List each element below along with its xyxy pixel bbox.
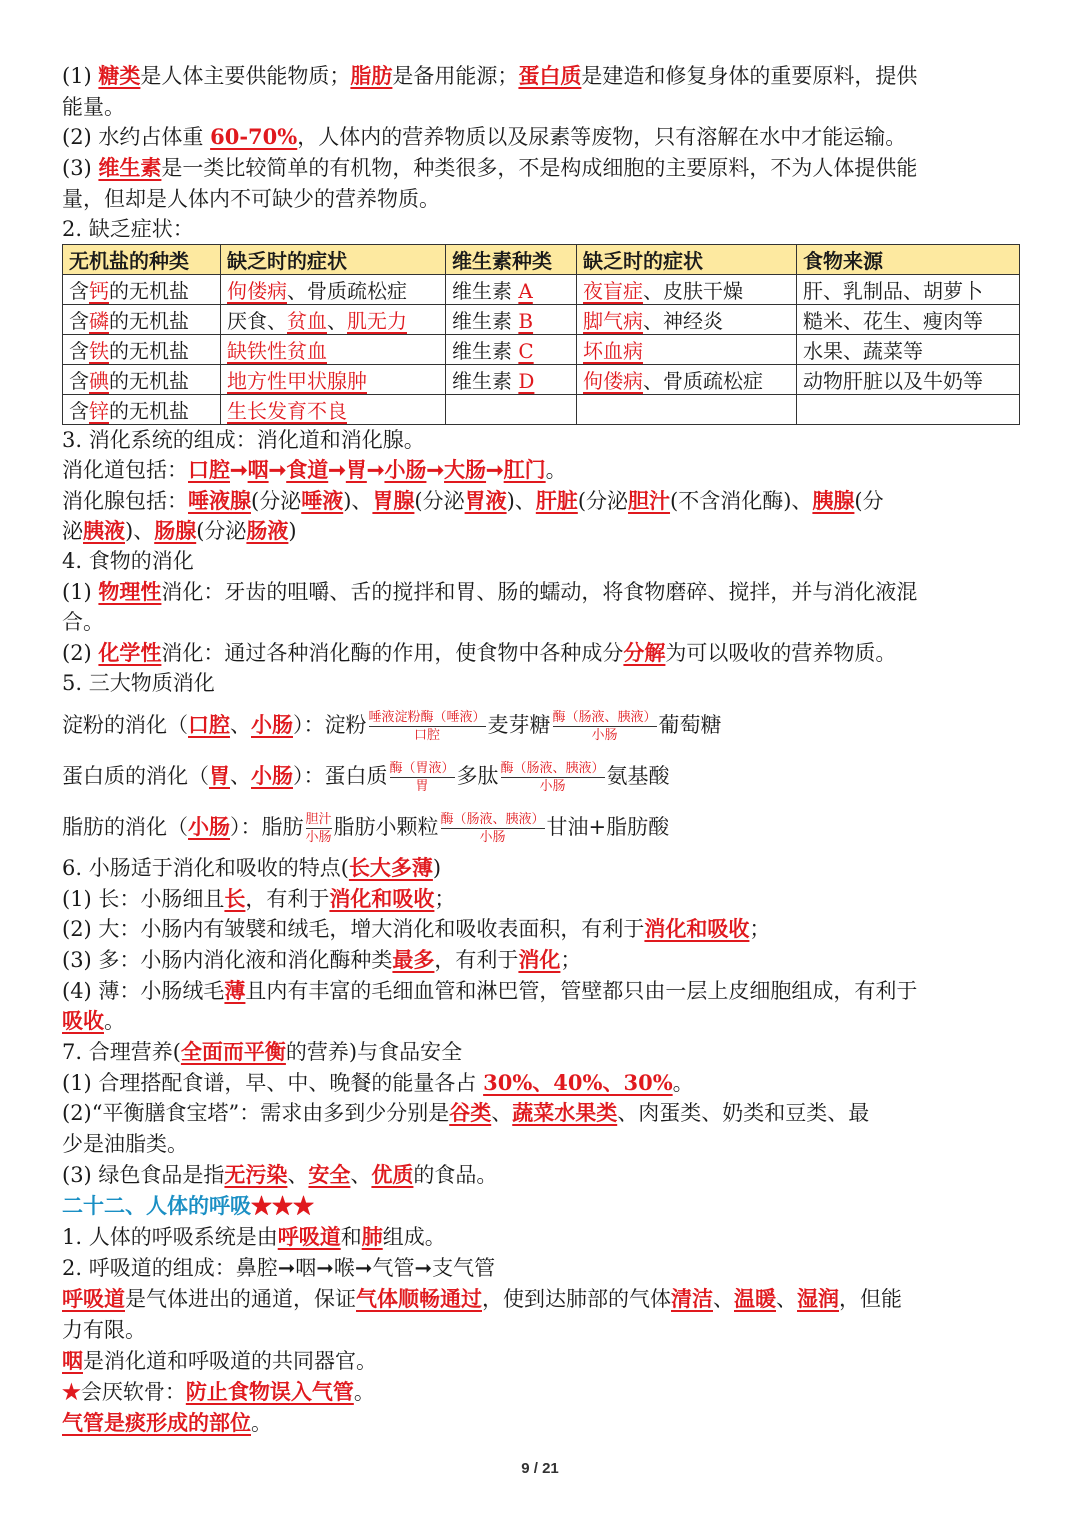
- section-digestive-system: 3. 消化系统的组成：消化道和消化腺。: [62, 428, 425, 452]
- star-icon: ★★★: [251, 1193, 314, 1218]
- table-cell: 佝偻病、骨质疏松症: [221, 275, 446, 305]
- section-small-intestine: 6. 小肠适于消化和吸收的特点(长大多薄): [62, 855, 442, 880]
- table-cell: 维生素 B: [446, 305, 577, 335]
- table-cell: [577, 395, 797, 425]
- line-respiratory-tract: 2. 呼吸道的组成：鼻腔➞咽➞喉➞气管➞支气管: [62, 1256, 496, 1280]
- line-green-food: (3) 绿色食品是指无污染、安全、优质的食品。: [62, 1162, 498, 1187]
- line-respiratory-function-2: 力有限。: [62, 1318, 146, 1342]
- table-cell: 维生素 A: [446, 275, 577, 305]
- line-vitamin: (3) 维生素是一类比较简单的有机物，种类很多，不是构成细胞的主要原料，不为人体提供能: [62, 155, 918, 180]
- line-many: (3) 多：小肠内消化液和消化酶种类最多，有利于消化；: [62, 947, 582, 972]
- line-epiglottis: ★会厌软骨：防止食物误入气管。: [62, 1379, 375, 1404]
- table-cell: 脚气病、神经炎: [577, 305, 797, 335]
- table-cell: 含锌的无机盐: [63, 395, 221, 425]
- table-row: [63, 275, 1020, 305]
- line-thin-2: 吸收。: [62, 1008, 125, 1033]
- chapter-heading-respiration: 二十二、人体的呼吸★★★: [62, 1193, 314, 1218]
- table-header-row: [63, 245, 1020, 275]
- table-cell: 地方性甲状腺肿: [221, 365, 446, 395]
- table-cell: 肝、乳制品、胡萝卜: [797, 275, 1020, 305]
- line-fat-digestion: 脂肪的消化（小肠）：脂肪 胆汁 小肠 脂肪小颗粒 酶（肠液、胰液） 小肠 甘油+脂肪酸: [62, 812, 670, 845]
- line-digestive-glands: 消化腺包括：唾液腺(分泌唾液)、胃腺(分泌胃液)、肝脏(分泌胆汁(不含消化酶)、胰腺(分: [62, 488, 884, 513]
- reaction-arrow: 酶（肠液、胰液） 小肠: [440, 812, 545, 845]
- star-icon: ★: [62, 1379, 81, 1404]
- line-physical-digestion: (1) 物理性消化：牙齿的咀嚼、舌的搅拌和胃、肠的蠕动，将食物磨碎、搅拌，并与消化液混: [62, 579, 918, 604]
- line-water: (2) 水约占体重 60-70%，人体内的营养物质以及尿素等废物，只有溶解在水中才能运输。: [62, 124, 907, 149]
- table-cell: 佝偻病、骨质疏松症: [577, 365, 797, 395]
- line-protein-digestion: 蛋白质的消化（胃、小肠）：蛋白质 酶（胃液） 胃 多肽 酶（肠液、胰液） 小肠 氨基酸: [62, 761, 670, 794]
- line-food-pagoda: (2)“平衡膳食宝塔”：需求由多到少分别是谷类、蔬菜水果类、肉蛋类、奶类和豆类、最: [62, 1100, 870, 1125]
- table-header: 无机盐的种类: [63, 245, 221, 275]
- table-cell: 水果、蔬菜等: [797, 335, 1020, 365]
- table-cell: 含碘的无机盐: [63, 365, 221, 395]
- table-row: [63, 395, 1020, 425]
- table-cell: 含钙的无机盐: [63, 275, 221, 305]
- table-cell: 糙米、花生、瘦肉等: [797, 305, 1020, 335]
- table-cell: 生长发育不良: [221, 395, 446, 425]
- line-chemical-digestion: (2) 化学性消化：通过各种消化酶的作用，使食物中各种成分分解为可以吸收的营养物质。: [62, 640, 897, 665]
- section-nutrition: 7. 合理营养(全面而平衡的营养)与食品安全: [62, 1039, 463, 1064]
- line-vitamin-2: 量，但却是人体内不可缺少的营养物质。: [62, 187, 440, 211]
- line-trachea: 气管是痰形成的部位。: [62, 1410, 272, 1435]
- line-large: (2) 大：小肠内有皱襞和绒毛，增大消化和吸收表面积，有利于消化和吸收；: [62, 916, 771, 941]
- table-header: 食物来源: [797, 245, 1020, 275]
- table-cell: 坏血病: [577, 335, 797, 365]
- line-digestive-tract: 消化道包括：口腔➞咽➞食道➞胃➞小肠➞大肠➞肛门。: [62, 457, 567, 482]
- reaction-arrow: 酶（胃液） 胃: [389, 761, 455, 794]
- table-header: 维生素种类: [446, 245, 577, 275]
- reaction-arrow: 胆汁 小肠: [305, 812, 332, 845]
- table-cell: 维生素 C: [446, 335, 577, 365]
- line-long: (1) 长：小肠细且长，有利于消化和吸收；: [62, 886, 456, 911]
- line-energy: 能量。: [62, 95, 125, 119]
- section-food-digestion: 4. 食物的消化: [62, 549, 194, 573]
- deficiency-table: [62, 244, 1020, 425]
- line-respiratory-function: 呼吸道是气体进出的通道，保证气体顺畅通过，使到达肺部的气体清洁、温暖、湿润，但能: [62, 1286, 902, 1311]
- line-physical-digestion-2: 合。: [62, 610, 104, 634]
- line-thin: (4) 薄：小肠绒毛薄且内有丰富的毛细血管和淋巴管，管壁都只由一层上皮细胞组成，有利于: [62, 978, 918, 1003]
- table-cell: 维生素 D: [446, 365, 577, 395]
- table-cell: 含磷的无机盐: [63, 305, 221, 335]
- reaction-arrow: 酶（肠液、胰液） 小肠: [500, 761, 605, 794]
- line-sugar: (1) 糖类是人体主要供能物质；脂肪是备用能源；蛋白质是建造和修复身体的重要原料，提供: [62, 63, 918, 88]
- page-number: 9 / 21: [521, 1460, 559, 1477]
- line-digestive-glands-2: 泌胰液)、肠腺(分泌肠液): [62, 518, 297, 543]
- table-cell: 含铁的无机盐: [63, 335, 221, 365]
- line-meal-energy: (1) 合理搭配食谱，早、中、晚餐的能量各占 30%、40%、30%。: [62, 1070, 694, 1095]
- table-header: 缺乏时的症状: [221, 245, 446, 275]
- line-food-pagoda-2: 少是油脂类。: [62, 1132, 188, 1156]
- table-header: 缺乏时的症状: [577, 245, 797, 275]
- table-cell: [446, 395, 577, 425]
- table-cell: [797, 395, 1020, 425]
- line-starch-digestion: 淀粉的消化（口腔、小肠）：淀粉 唾液淀粉酶（唾液） 口腔 麦芽糖 酶（肠液、胰液） 小肠 葡萄糖: [62, 710, 722, 743]
- section-three-nutrients: 5. 三大物质消化: [62, 671, 215, 695]
- table-cell: 动物肝脏以及牛奶等: [797, 365, 1020, 395]
- reaction-arrow: 酶（肠液、胰液） 小肠: [552, 710, 657, 743]
- table-row: [63, 305, 1020, 335]
- table-cell: 缺铁性贫血: [221, 335, 446, 365]
- table-row: [63, 335, 1020, 365]
- line-respiratory-system: 1. 人体的呼吸系统是由呼吸道和肺组成。: [62, 1224, 446, 1249]
- table-row: [63, 365, 1020, 395]
- line-pharynx: 咽是消化道和呼吸道的共同器官。: [62, 1348, 377, 1373]
- section-deficiency: 2. 缺乏症状：: [62, 217, 194, 241]
- reaction-arrow: 唾液淀粉酶（唾液） 口腔: [368, 710, 486, 743]
- table-cell: 夜盲症、皮肤干燥: [577, 275, 797, 305]
- table-cell: 厌食、贫血、肌无力: [221, 305, 446, 335]
